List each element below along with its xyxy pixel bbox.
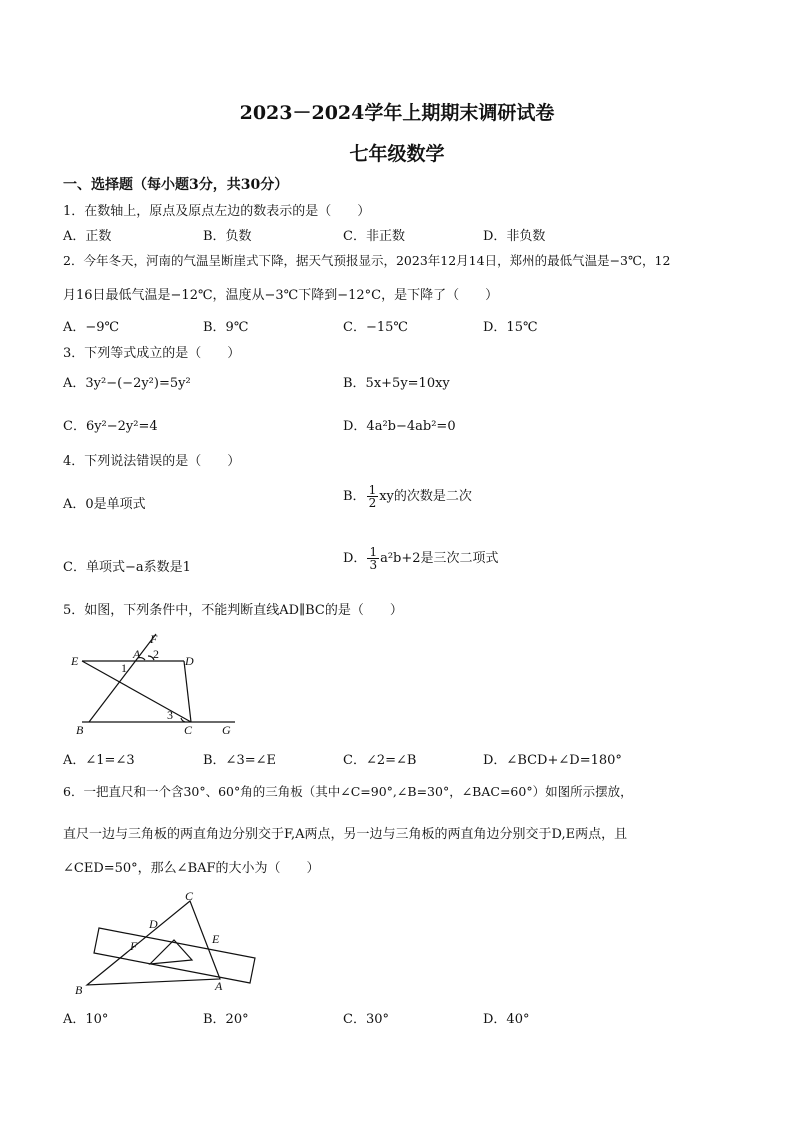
q4-option-d-letter: D． xyxy=(343,551,367,566)
question-3-stem: 3．下列等式成立的是（ ） xyxy=(63,346,241,361)
fraction-numerator: 1 xyxy=(368,483,377,497)
question-6-stem-line3: ∠CED=50°，那么∠BAF的大小为（ ） xyxy=(63,861,320,876)
exam-title: 2023－2024学年上期期末调研试卷 xyxy=(239,102,555,124)
fraction-numerator: 1 xyxy=(369,545,378,559)
q4-option-b-fraction xyxy=(367,484,379,509)
label-a: A xyxy=(215,979,223,993)
label-angle-2: 2 xyxy=(153,647,159,661)
question-2-stem-line1: 2．今年冬天，河南的气温呈断崖式下降，据天气预报显示，2023年12月14日，郑州的最低气温是−3℃，12 xyxy=(63,253,671,268)
q3-option-a: A．3y²−(−2y²)=5y² xyxy=(63,376,191,391)
label-b: B xyxy=(76,723,84,737)
question-6-stem-line2: 直尺一边与三角板的两直角边分别交于F,A两点，另一边与三角板的两直角边分别交于D,E两点，且 xyxy=(63,827,628,842)
q4-option-d xyxy=(343,546,499,571)
q3-option-d: D．4a²b−4ab²=0 xyxy=(343,419,456,434)
q6-figure-ruler-triangle xyxy=(62,888,262,1000)
q2-option-a: A．−9℃ xyxy=(63,320,120,335)
question-4-stem: 4．下列说法错误的是（ ） xyxy=(63,454,241,469)
q4-option-d-fraction xyxy=(367,546,379,571)
question-2-stem-line2: 月16日最低气温是−12℃，温度从−3℃下降到−12°C，是下降了（ ） xyxy=(63,288,499,303)
label-a: A xyxy=(133,647,141,661)
q6-option-d: D．40° xyxy=(483,1012,530,1027)
label-f: F xyxy=(130,939,138,953)
q3-option-c: C．6y²−2y²=4 xyxy=(63,419,158,434)
fraction-denominator: 3 xyxy=(369,558,378,572)
q5-option-a: A．∠1=∠3 xyxy=(63,753,135,768)
q1-option-b: B．负数 xyxy=(203,229,252,244)
question-5-stem: 5．如图，下列条件中，不能判断直线AD∥BC的是（ ） xyxy=(63,603,403,618)
q1-option-c: C．非正数 xyxy=(343,229,405,244)
label-c: C xyxy=(185,889,194,903)
q6-option-b: B．20° xyxy=(203,1012,249,1027)
label-d: D xyxy=(149,917,158,931)
label-c: C xyxy=(184,723,193,737)
label-angle-3: 3 xyxy=(167,708,173,722)
q4-option-a: A．0是单项式 xyxy=(63,497,146,512)
label-e: E xyxy=(71,654,79,668)
label-f: F xyxy=(150,632,158,646)
q4-option-c: C．单项式−a系数是1 xyxy=(63,560,191,575)
exam-subtitle: 七年级数学 xyxy=(349,143,445,165)
q6-option-a: A．10° xyxy=(63,1012,109,1027)
q4-option-d-text: a²b+2是三次二项式 xyxy=(380,551,499,566)
q1-option-d: D．非负数 xyxy=(483,229,546,244)
label-d: D xyxy=(185,654,194,668)
label-b: B xyxy=(75,983,83,997)
section-heading: 一、选择题（每小题3分，共30分） xyxy=(63,177,289,193)
label-g: G xyxy=(222,723,231,737)
q4-option-b-text: xy的次数是二次 xyxy=(379,489,472,504)
label-e: E xyxy=(212,932,220,946)
q3-option-b: B．5x+5y=10xy xyxy=(343,376,450,391)
question-1-stem: 1．在数轴上，原点及原点左边的数表示的是（ ） xyxy=(63,204,371,219)
q5-option-d: D．∠BCD+∠D=180° xyxy=(483,753,622,768)
question-6-stem-line1: 6．一把直尺和一个含30°、60°角的三角板（其中∠C=90°,∠B=30°，∠BAC=60°）如图所示摆放， xyxy=(63,784,633,799)
label-angle-1: 1 xyxy=(121,661,127,675)
q4-option-b-letter: B． xyxy=(343,489,366,504)
q5-option-b: B．∠3=∠E xyxy=(203,753,276,768)
fraction-denominator: 2 xyxy=(368,496,377,510)
q4-option-b xyxy=(343,484,472,509)
q2-option-d: D．15℃ xyxy=(483,320,538,335)
q5-figure-trapezoid xyxy=(60,630,240,740)
q1-option-a: A．正数 xyxy=(63,229,112,244)
q5-option-c: C．∠2=∠B xyxy=(343,753,417,768)
q2-option-c: C．−15℃ xyxy=(343,320,408,335)
q2-option-b: B．9℃ xyxy=(203,320,249,335)
q6-option-c: C．30° xyxy=(343,1012,389,1027)
